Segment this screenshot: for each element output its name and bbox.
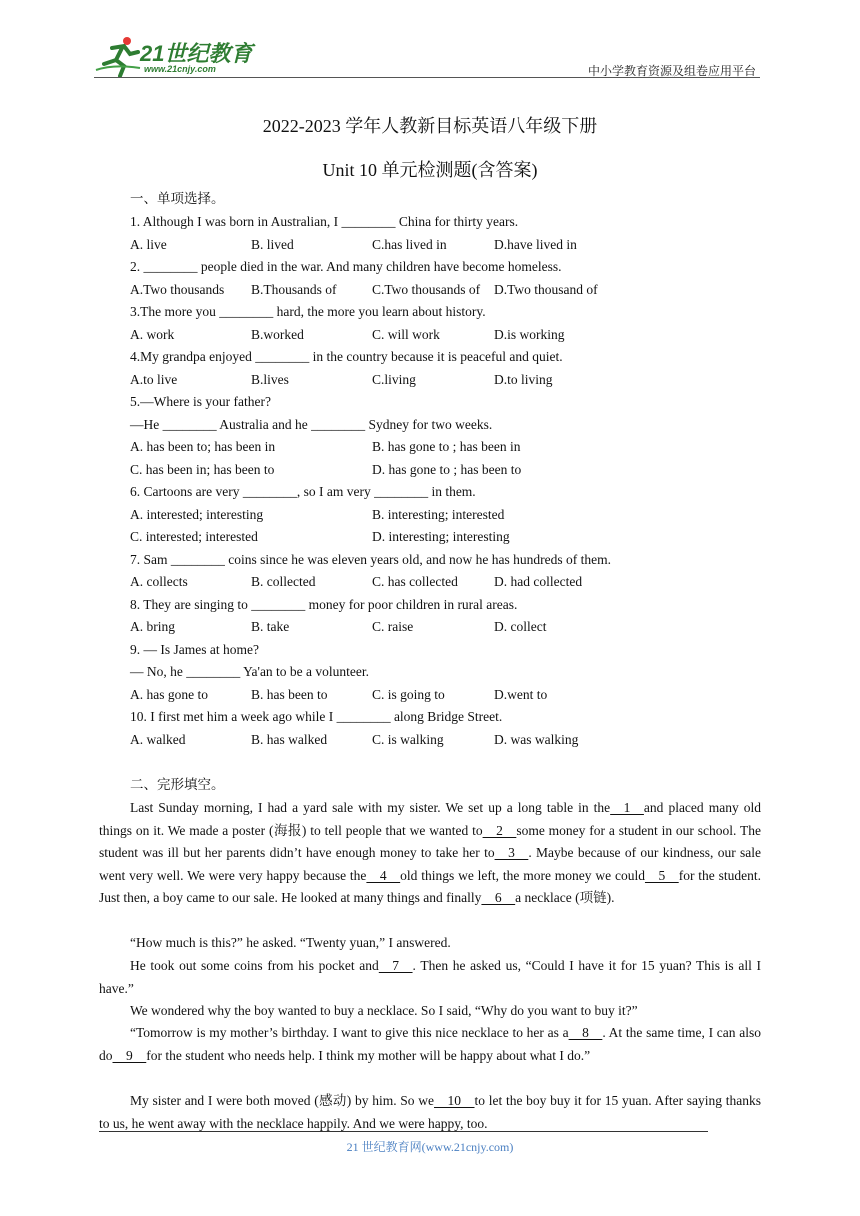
question-1-option: A. live xyxy=(130,236,167,252)
question-4-option: A.to live xyxy=(130,371,178,387)
question-10-option: C. is walking xyxy=(372,731,444,747)
question-7-option: C. has collected xyxy=(372,574,458,589)
question-6-option: D. interesting; interesting xyxy=(372,529,510,544)
paragraph-text: . Then he asked us, “Could I have it for 15 yuan? This is all I have.” xyxy=(99,958,761,996)
header-divider xyxy=(94,77,760,78)
question-6-option: C. interested; interested xyxy=(130,529,258,544)
question-7-stem: 7. Sam ________ coins since he was eleven years old, and now he has hundreds of them. xyxy=(130,551,612,567)
cloze-paragraph-1 xyxy=(99,797,761,910)
cloze-blank: 5 xyxy=(644,867,679,883)
question-3-option: B.worked xyxy=(251,326,304,342)
paragraph-text: Last Sunday morning, I had a yard sale with my sister. We set up a long table in the xyxy=(130,800,611,815)
cloze-blank: 4 xyxy=(366,867,401,883)
paragraph-text: for the student. Just then, a boy came to our sale. He looked at many things and finally xyxy=(99,867,761,905)
question-10-stem: 10. I first met him a week ago while I ________ along Bridge Street. xyxy=(130,709,503,724)
question-9-option: C. is going to xyxy=(372,686,445,702)
question-1-option: B. lived xyxy=(251,236,294,252)
question-2-option: A.Two thousands xyxy=(130,281,225,297)
paragraph-text: . Maybe because of our kindness, our sale went very well. We were very happy because the xyxy=(99,845,761,883)
question-9-option: A. has gone to xyxy=(130,686,208,702)
question-7-option: D. had collected xyxy=(494,574,583,589)
page-title: 2022-2023 学年人教新目标英语八年级下册 xyxy=(262,116,598,136)
cloze-blank: 10 xyxy=(434,1093,475,1108)
question-3-option: A. work xyxy=(130,326,175,342)
question-2-stem: 2. ________ people died in the war. And many children have become homeless. xyxy=(130,259,562,274)
question-2-option: C.Two thousands of xyxy=(372,281,481,297)
cloze-blank: 3 xyxy=(494,845,529,860)
question-8-option: D. collect xyxy=(494,619,547,634)
cloze-blank: 9 xyxy=(112,1047,147,1063)
question-3-stem: 3.The more you ________ hard, the more you learn about history. xyxy=(130,304,486,319)
question-9-stem: 9. — Is James at home? xyxy=(130,641,259,657)
paragraph-text: He took out some coins from his pocket and xyxy=(130,958,379,973)
page-subtitle: Unit 10 单元检测题(含答案) xyxy=(322,160,538,180)
logo-url: www.21cnjy.com xyxy=(144,64,216,74)
paragraph-text: for the student who needs help. I think my mother will be happy about what I do.” xyxy=(146,1047,591,1063)
question-5-option: C. has been in; has been to xyxy=(130,461,275,477)
question-1-stem: 1. Although I was born in Australian, I ________ China for thirty years. xyxy=(130,214,519,229)
question-9-option: B. has been to xyxy=(251,686,328,702)
platform-label: 中小学教育资源及组卷应用平台 xyxy=(587,64,756,78)
question-4-option: B.lives xyxy=(251,371,289,387)
cloze-paragraph-3 xyxy=(99,955,761,1000)
paragraph-text: . At the same time, I can also do xyxy=(99,1025,761,1063)
question-2-option: D.Two thousand of xyxy=(494,281,598,297)
question-3-option: C. will work xyxy=(372,326,440,342)
question-10-option: B. has walked xyxy=(251,731,328,747)
cloze-paragraph-4 xyxy=(99,1000,761,1023)
section1-heading: 一、单项选择。 xyxy=(130,191,225,206)
question-3-option: D.is working xyxy=(494,326,565,342)
cloze-blank: 8 xyxy=(568,1025,603,1040)
paragraph-text: and placed many old things on it. We made a poster (海报) to tell people that we wanted to xyxy=(99,800,762,838)
paragraph-text: “How much is this?” he asked. “Twenty yuan,” I answered. xyxy=(130,935,451,950)
question-5-option: A. has been to; has been in xyxy=(130,439,276,454)
question-1-option: C.has lived in xyxy=(372,236,447,252)
question-7-option: B. collected xyxy=(251,574,316,589)
question-7-option: A. collects xyxy=(130,574,188,589)
logo-text: 21世纪教育 xyxy=(140,41,253,66)
cloze-paragraph-2 xyxy=(99,932,761,955)
question-2-option: B.Thousands of xyxy=(251,281,337,297)
question-9-option: D.went to xyxy=(494,686,548,702)
paragraph-text: old things we left, the more money we could xyxy=(400,867,645,883)
paragraph-text: a necklace (项链). xyxy=(515,890,615,905)
question-10-option: A. walked xyxy=(130,731,186,747)
cloze-blank: 6 xyxy=(481,890,516,905)
question-6-option: B. interesting; interested xyxy=(372,506,505,522)
section2-heading: 二、完形填空。 xyxy=(130,777,225,792)
runner-logo-icon xyxy=(94,34,142,78)
question-8-option: A. bring xyxy=(130,619,175,634)
question-9-stem: — No, he ________ Ya'an to be a volunteer. xyxy=(130,664,370,679)
cloze-blank: 2 xyxy=(482,822,517,838)
question-10-option: D. was walking xyxy=(494,731,579,747)
paragraph-text: “Tomorrow is my mother’s birthday. I want to give this nice necklace to her as a xyxy=(130,1025,569,1040)
question-8-option: C. raise xyxy=(372,619,414,634)
question-4-option: C.living xyxy=(372,371,416,387)
question-6-stem: 6. Cartoons are very ________, so I am very ________ in them. xyxy=(130,484,476,499)
question-4-option: D.to living xyxy=(494,371,553,387)
cloze-paragraph-5 xyxy=(99,1022,761,1067)
cloze-paragraph-6 xyxy=(99,1090,761,1135)
cloze-blank: 7 xyxy=(378,958,413,973)
footer-divider xyxy=(99,1131,708,1132)
page-header xyxy=(94,34,760,78)
question-4-stem: 4.My grandpa enjoyed ________ in the country because it is peaceful and quiet. xyxy=(130,349,563,364)
question-8-option: B. take xyxy=(251,619,290,634)
logo xyxy=(94,34,264,78)
paragraph-text: My sister and I were both moved (感动) by him. So we xyxy=(130,1093,435,1108)
paragraph-text: to let the boy buy it for 15 yuan. After saying thanks to us, he went away with the necklace happily. And we were happy, too. xyxy=(99,1093,761,1131)
question-5-option: D. has gone to ; has been to xyxy=(372,461,522,477)
question-8-stem: 8. They are singing to ________ money for poor children in rural areas. xyxy=(130,596,518,612)
paragraph-text: We wondered why the boy wanted to buy a necklace. So I said, “Why do you want to buy it?” xyxy=(130,1003,638,1018)
cloze-blank: 1 xyxy=(610,800,644,815)
question-5-stem: —He ________ Australia and he ________ Sydney for two weeks. xyxy=(130,416,493,432)
paragraph-text: some money for a student in our school. The student was ill but her parents didn’t have enough money to take her to xyxy=(99,822,761,860)
question-6-option: A. interested; interesting xyxy=(130,506,264,522)
question-5-stem: 5.—Where is your father? xyxy=(130,394,271,409)
footer-text: 21 世纪教育网(www.21cnjy.com) xyxy=(346,1140,514,1154)
question-1-option: D.have lived in xyxy=(494,236,577,252)
question-5-option: B. has gone to ; has been in xyxy=(372,439,521,454)
